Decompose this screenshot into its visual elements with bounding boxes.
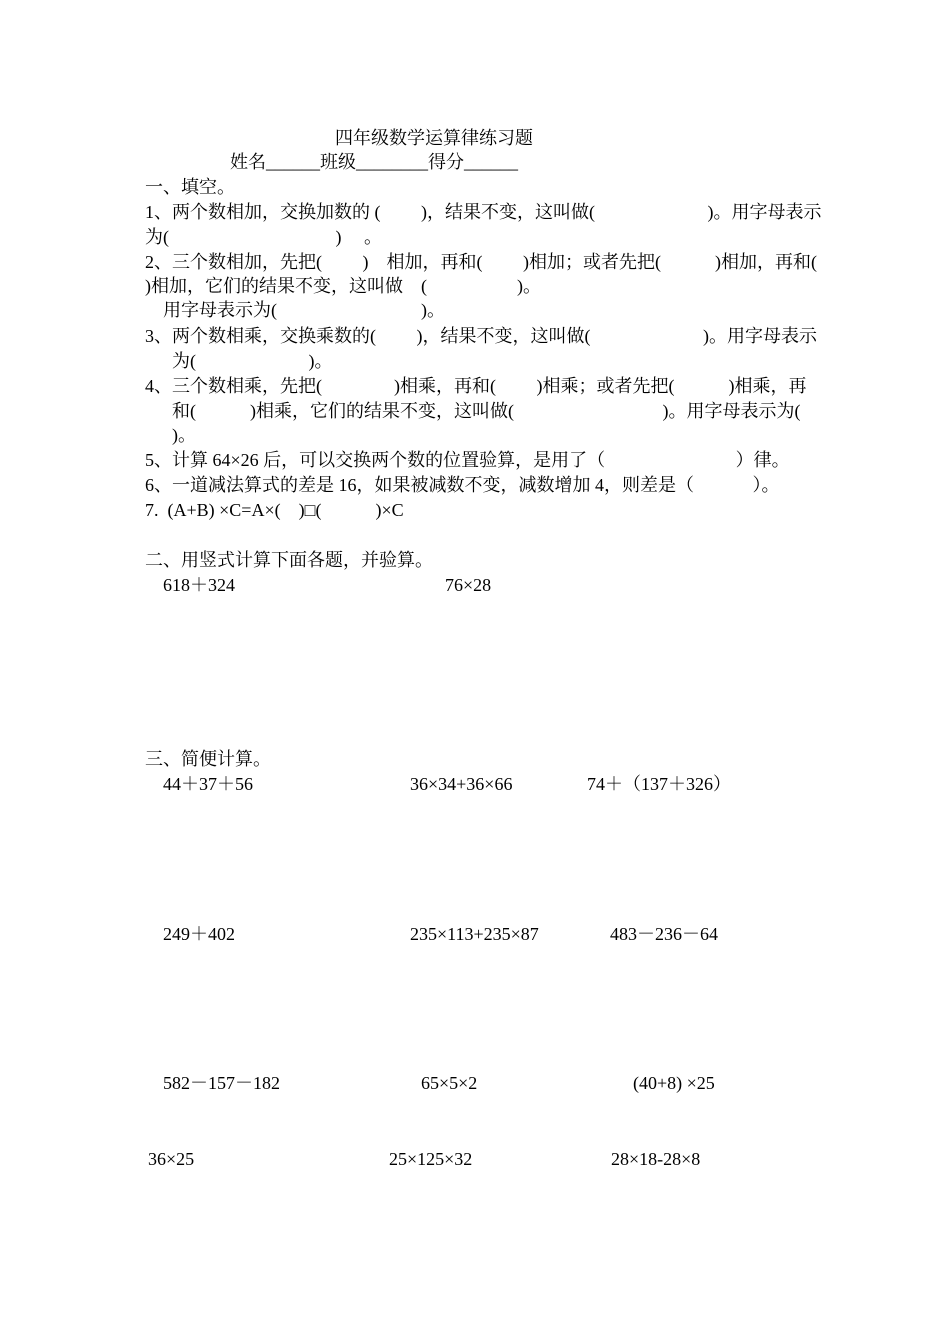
question-line: 2、三个数相加，先把( ) 相加，再和( )相加；或者先把( )相加，再和(	[145, 252, 817, 272]
simple-calc-problem: (40+8) ×25	[633, 1073, 715, 1093]
simple-calc-problem: 36×25	[148, 1149, 195, 1169]
section2-heading: 二、用竖式计算下面各题，并验算。	[145, 550, 433, 570]
question-line: 用字母表示为( )。	[163, 300, 445, 320]
simple-calc-problem: 28×18-28×8	[611, 1149, 701, 1169]
simple-calc-problem: 483－236－64	[610, 924, 718, 944]
question-line: 为( )。	[172, 351, 333, 371]
vertical-calc-problem: 76×28	[445, 575, 492, 595]
question-line: 1、两个数相加，交换加数的 ( )，结果不变，这叫做( )。用字母表示	[145, 202, 822, 222]
simple-calc-problem: 25×125×32	[389, 1149, 473, 1169]
vertical-calc-problem: 618＋324	[163, 575, 235, 595]
simple-calc-problem: 65×5×2	[421, 1073, 478, 1093]
simple-calc-problem: 44＋37＋56	[163, 774, 253, 794]
question-line: 4、三个数相乘，先把( )相乘，再和( )相乘；或者先把( )相乘，再	[145, 376, 807, 396]
simple-calc-problem: 235×113+235×87	[410, 924, 539, 944]
question-line: 6、一道减法算式的差是 16，如果被减数不变，减数增加 4，则差是（ ）。	[145, 475, 780, 495]
question-line: 7. (A+B) ×C=A×( )□( )×C	[145, 500, 404, 520]
page-title: 四年级数学运算律练习题	[335, 128, 533, 148]
simple-calc-problem: 249＋402	[163, 924, 235, 944]
question-line: 5、计算 64×26 后，可以交换两个数的位置验算，是用了（ ）律。	[145, 450, 790, 470]
question-line: 3、两个数相乘，交换乘数的( )，结果不变，这叫做( )。用字母表示	[145, 326, 817, 346]
student-info-line: 姓名______班级________得分______	[230, 152, 518, 172]
section3-heading: 三、简便计算。	[145, 749, 271, 769]
simple-calc-problem: 582－157－182	[163, 1073, 280, 1093]
question-line: )相加，它们的结果不变，这叫做 ( )。	[145, 276, 541, 296]
simple-calc-problem: 36×34+36×66	[410, 774, 513, 794]
question-line: 和( )相乘，它们的结果不变，这叫做( )。用字母表示为(	[172, 401, 801, 421]
question-line: 为( ) 。	[145, 227, 382, 247]
simple-calc-problem: 74＋（137＋326）	[587, 774, 731, 794]
section1-heading: 一、填空。	[145, 177, 235, 197]
question-line: )。	[172, 425, 196, 445]
